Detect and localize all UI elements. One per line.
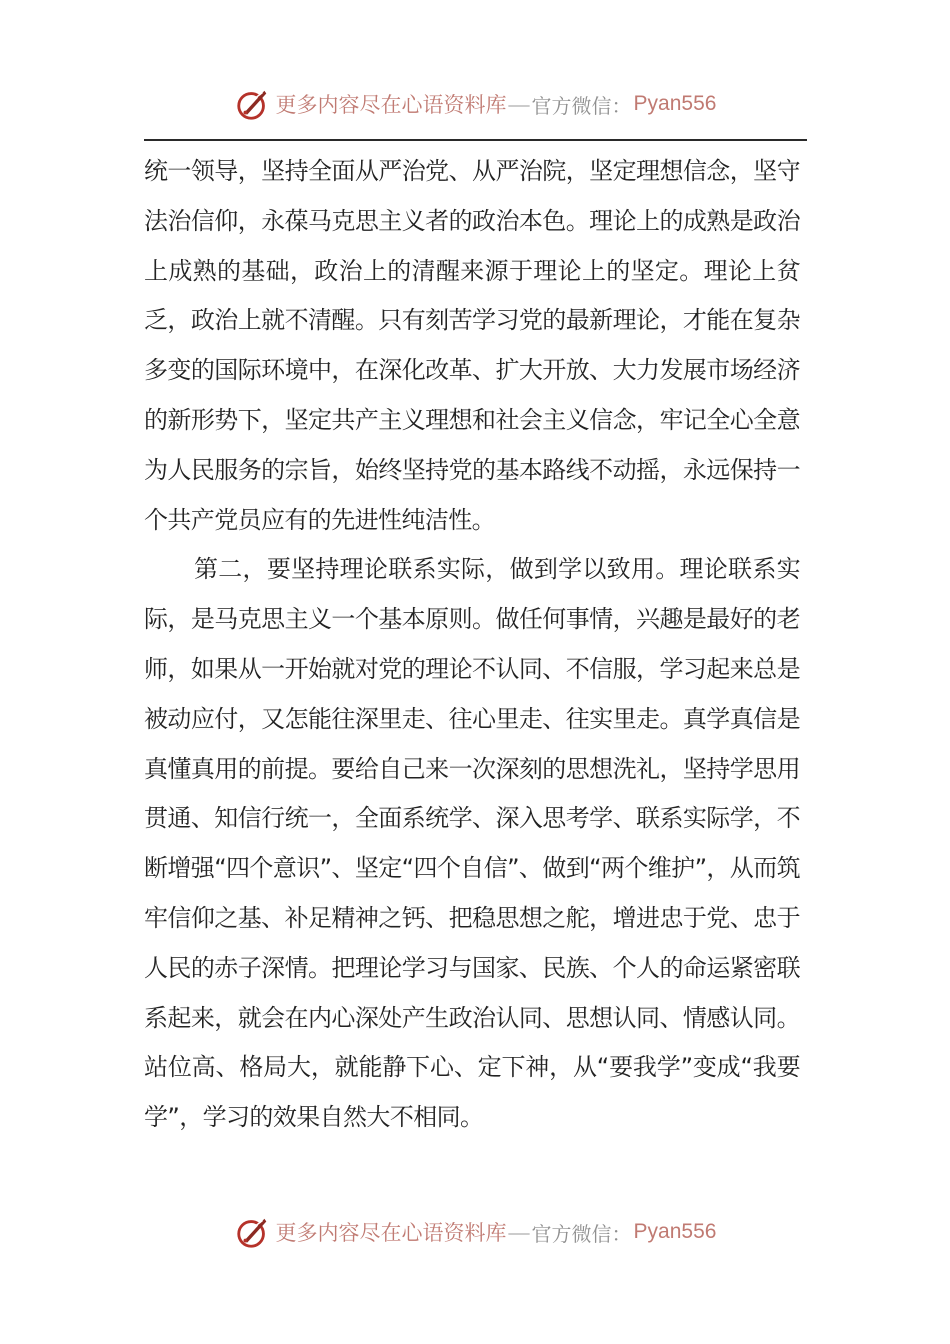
banner-dash: —: [508, 1219, 530, 1244]
document-body: [144, 147, 800, 1143]
banner-title: 更多内容尽在心语资料库: [275, 93, 507, 117]
wechat-id: Pyan556: [633, 1220, 717, 1243]
wechat-id: Pyan556: [633, 92, 717, 115]
banner-subtitle: 官方微信：: [531, 93, 632, 118]
banner-dash: —: [508, 91, 530, 116]
banner-title: 更多内容尽在心语资料库: [275, 1221, 507, 1245]
quill-logo-icon: [234, 85, 272, 123]
banner-subtitle: 官方微信：: [531, 1221, 632, 1246]
header-banner: [0, 84, 950, 124]
paragraph-1: 统一领导，坚持全面从严治党、从严治院，坚定理想信念，坚守法治信仰，永葆马克思主义者的政治本色。理论上的成熟是政治上成熟的基础，政治上的清醒来源于理论上的坚定。理论上贫乏，政治上就不清醒。只有刻苦学习党的最新理论，才能在复杂多变的国际环境中，在深化改革、扩大开放、大力发展市场经济的新形势下，坚定共产主义理想和社会主义信念，牢记全心全意为人民服务的宗旨，始终坚持党的基本路线不动摇，永远保持一个共产党员应有的先进性纯洁性。: [144, 157, 800, 534]
quill-logo-icon: [234, 1213, 272, 1251]
header-divider: [144, 139, 807, 141]
paragraph-2: 第二，要坚持理论联系实际，做到学以致用。理论联系实际，是马克思主义一个基本原则。做任何事情，兴趣是最好的老师，如果从一开始就对党的理论不认同、不信服，学习起来总是被动应付，又怎能往深里走、往心里走、往实里走。真学真信是真懂真用的前提。要给自己来一次深刻的思想洗礼，坚持学思用贯通、知信行统一，全面系统学、深入思考学、联系实际学，不断增强“四个意识”、坚定“四个自信”、做到“两个维护”，从而筑牢信仰之基、补足精神之钙、把稳思想之舵，增进忠于党、忠于人民的赤子深情。把理论学习与国家、民族、个人的命运紧密联系起来，就会在内心深处产生政治认同、思想认同、情感认同。站位高、格局大，就能静下心、定下神，从“要我学”变成“我要学”，学习的效果自然大不相同。: [144, 555, 800, 1132]
footer-banner: [0, 1212, 950, 1252]
